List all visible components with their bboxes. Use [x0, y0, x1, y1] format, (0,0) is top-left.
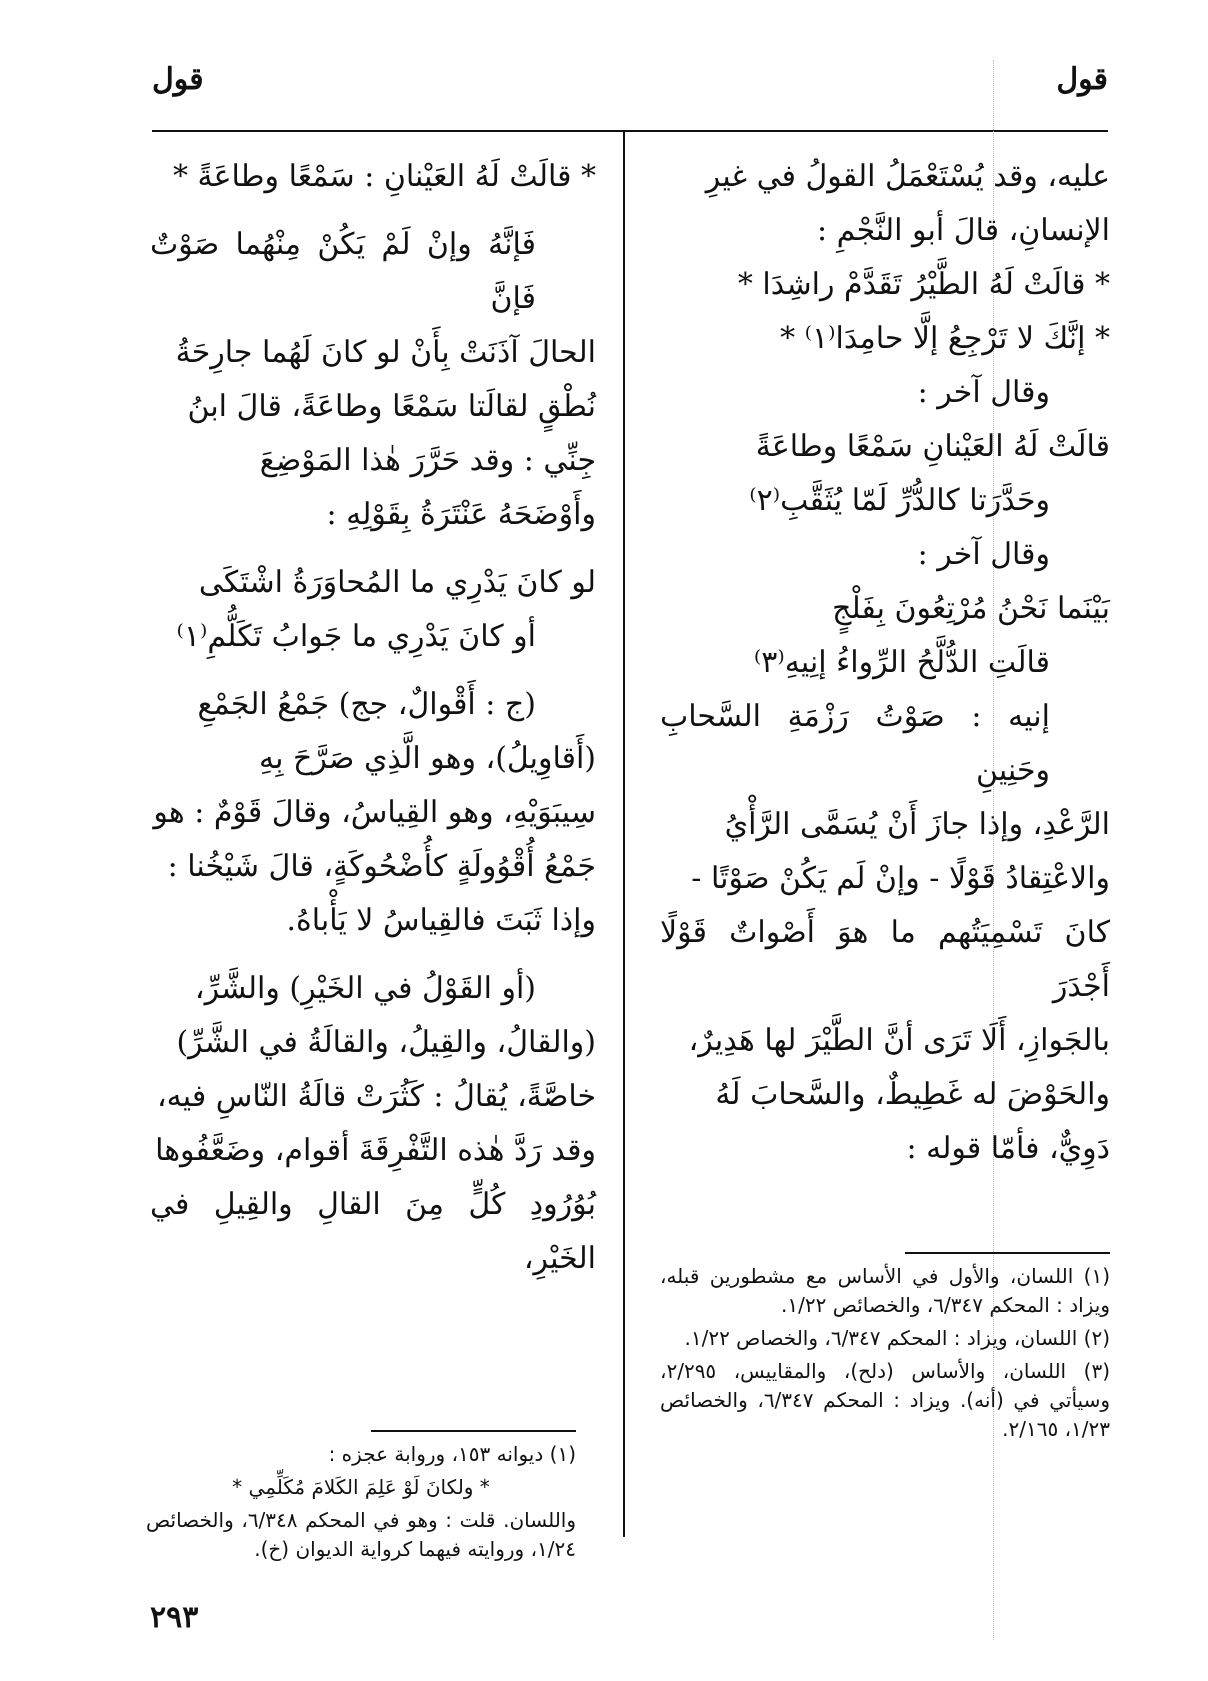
text-line: وقال آخر :: [917, 375, 1050, 410]
text-line: إنيه : صَوْتُ رَزْمَةِ السَّحابِ وحَنِينِ: [660, 699, 1050, 788]
verse-line: أو كانَ يَدْرِي ما جَوابُ تَكَلُّمِ⁽١⁾: [176, 619, 536, 654]
footnote: (٢) اللسان، ويزاد : المحكم ٦/٣٤٧، والخصاص ١/٢٢.: [684, 1326, 1110, 1350]
footnote-rule-left: [371, 1430, 576, 1432]
footnote: (٣) اللسان، والأساس (دلح)، والمقاييس، ٢/٢٩٥، وسيأتي في (أنه). ويزاد : المحكم ٦/٣٤٧، والخصائص ١/٢٣، ٢/١٦٥.: [660, 1359, 1111, 1441]
text-line: (والقالُ، والقِيلُ، والقالَةُ في الشَّرِّ): [176, 1025, 596, 1060]
verse-line: قالَتِ الدُّلَّحُ الرِّواءُ إنِيهِ⁽٣⁾: [753, 645, 1050, 680]
text-line: (ج : أَقْوالٌ، جج) جَمْعُ الجَمْعِ: [197, 687, 536, 722]
text-line: عليه، وقد يُسْتَعْمَلُ القولُ في غيرِ: [705, 159, 1110, 194]
text-line: جَمْعُ أُقْوُولَةٍ كأُضْحُوكَةٍ، قالَ شَيْخُنا :: [167, 849, 596, 884]
text-line: وقد رَدَّ هٰذه التَّفْرِقَةَ أقوام، وضَعَّفُوها: [155, 1133, 596, 1168]
text-line: وأَوْضَحَهُ عَنْتَرَةُ بِقَوْلِهِ :: [326, 497, 596, 532]
verse-line: وحَدَّرَتا كالدُّرِّ لَمّا يُثَقَّبِ⁽٢⁾: [749, 483, 1050, 518]
text-line: بُوُرُودِ كُلٍّ مِنَ القالِ والقِيلِ في الخَيْرِ،: [150, 1187, 596, 1276]
text-line: وإذا ثَبَتَ فالقِياسُ لا يَأْباهُ.: [286, 903, 596, 938]
right-column: [660, 150, 1110, 1176]
verse-line: لو كانَ يَدْرِي ما المُحاوَرَةُ اشْتَكَى: [198, 565, 596, 600]
footnote: (١) اللسان، والأول في الأساس مع مشطورين قبله، ويزاد : المحكم ٦/٣٤٧، والخصائص ١/٢٢.: [660, 1264, 1110, 1317]
footnote: * ولكانَ لَوْ عَلِمَ الكَلامَ مُكَلِّمِي *: [232, 1475, 490, 1499]
text-line: وقال آخر :: [917, 537, 1050, 572]
verse-line: * قالَتْ لَهُ العَيْنانِ : سَمْعًا وطاعَةً *: [173, 159, 596, 194]
footnote: (١) ديوانه ١٥٣، وروابة عجزه :: [328, 1442, 576, 1466]
verse-line: بَيْنَما نَحْنُ مُرْتِعُونَ بِفَلْجٍ: [832, 591, 1110, 626]
text-line: دَوِيٌّ، فأمّا قوله :: [906, 1131, 1110, 1166]
text-line: خاصَّةً، يُقالُ : كَثُرَتْ قالَةُ النّاسِ فيه،: [157, 1079, 596, 1114]
text-line: نُطْقٍ لقالَتا سَمْعًا وطاعَةً، قالَ ابنُ: [187, 389, 596, 424]
text-line: (أَقاوِيلُ)، وهو الَّذِي صَرَّحَ بِهِ: [259, 741, 596, 776]
footnotes-right: [660, 1262, 1110, 1448]
footnote-rule-right: [905, 1252, 1110, 1254]
footnote: واللسان. قلت : وهو في المحكم ٦/٣٤٨، والخصائص ١/٢٤، وروايته فيهما كرواية الديوان (خ).: [146, 1508, 576, 1561]
verse-line: قالَتْ لَهُ العَيْنانِ سَمْعًا وطاعَةً: [755, 429, 1110, 464]
verse-line: * قالَتْ لَهُ الطَّيْرُ تَقَدَّمْ راشِدَا *: [737, 267, 1110, 302]
text-line: سِيبَوَيْهِ، وهو القِياسُ، وقالَ قَوْمٌ : هو: [153, 795, 596, 830]
text-line: الإنسانِ، قالَ أبو النَّجْمِ :: [817, 213, 1110, 248]
text-line: والاعْتِقادُ قَوْلًا - وإنْ لَم يَكُنْ صَوْتًا -: [691, 861, 1110, 896]
header-rule: [152, 130, 1108, 132]
header-keyword-left: قول: [152, 62, 204, 97]
text-line: كانَ تَسْمِيَتُهم ما هوَ أَصْواتٌ قَوْلًا أَجْدَرَ: [660, 915, 1110, 1004]
header-keyword-right: قول: [1056, 62, 1108, 97]
text-line: (أو القَوْلُ في الخَيْرِ) والشَّرِّ،: [194, 971, 536, 1006]
page-number: ٢٩٣: [150, 1600, 199, 1635]
verse-line: * إنَّكَ لا تَرْجِعُ إلَّا حامِدَا⁽١⁾ *: [780, 321, 1110, 356]
left-column: [150, 150, 596, 1286]
text-line: جِنِّي : وقد حَرَّرَ هٰذا المَوْضِعَ: [259, 443, 596, 478]
text-line: والحَوْضَ له غَطِيطٌ، والسَّحابَ لَهُ: [715, 1077, 1110, 1112]
text-line: الحالَ آذَنَتْ بِأَنْ لو كانَ لَهُما جارِحَةُ: [175, 335, 596, 370]
column-divider: [623, 132, 625, 1537]
text-line: فَإنَّهُ وإنْ لَمْ يَكُنْ مِنْهُما صَوْتٌ فَإنَّ: [150, 227, 536, 316]
footnotes-left: [146, 1440, 576, 1568]
text-line: بالجَوازِ، أَلَا تَرَى أنَّ الطَّيْرَ لها هَدِيرٌ،: [688, 1023, 1110, 1058]
text-line: الرَّعْدِ، وإذا جازَ أَنْ يُسَمَّى الرَّأْيُ: [724, 807, 1110, 842]
